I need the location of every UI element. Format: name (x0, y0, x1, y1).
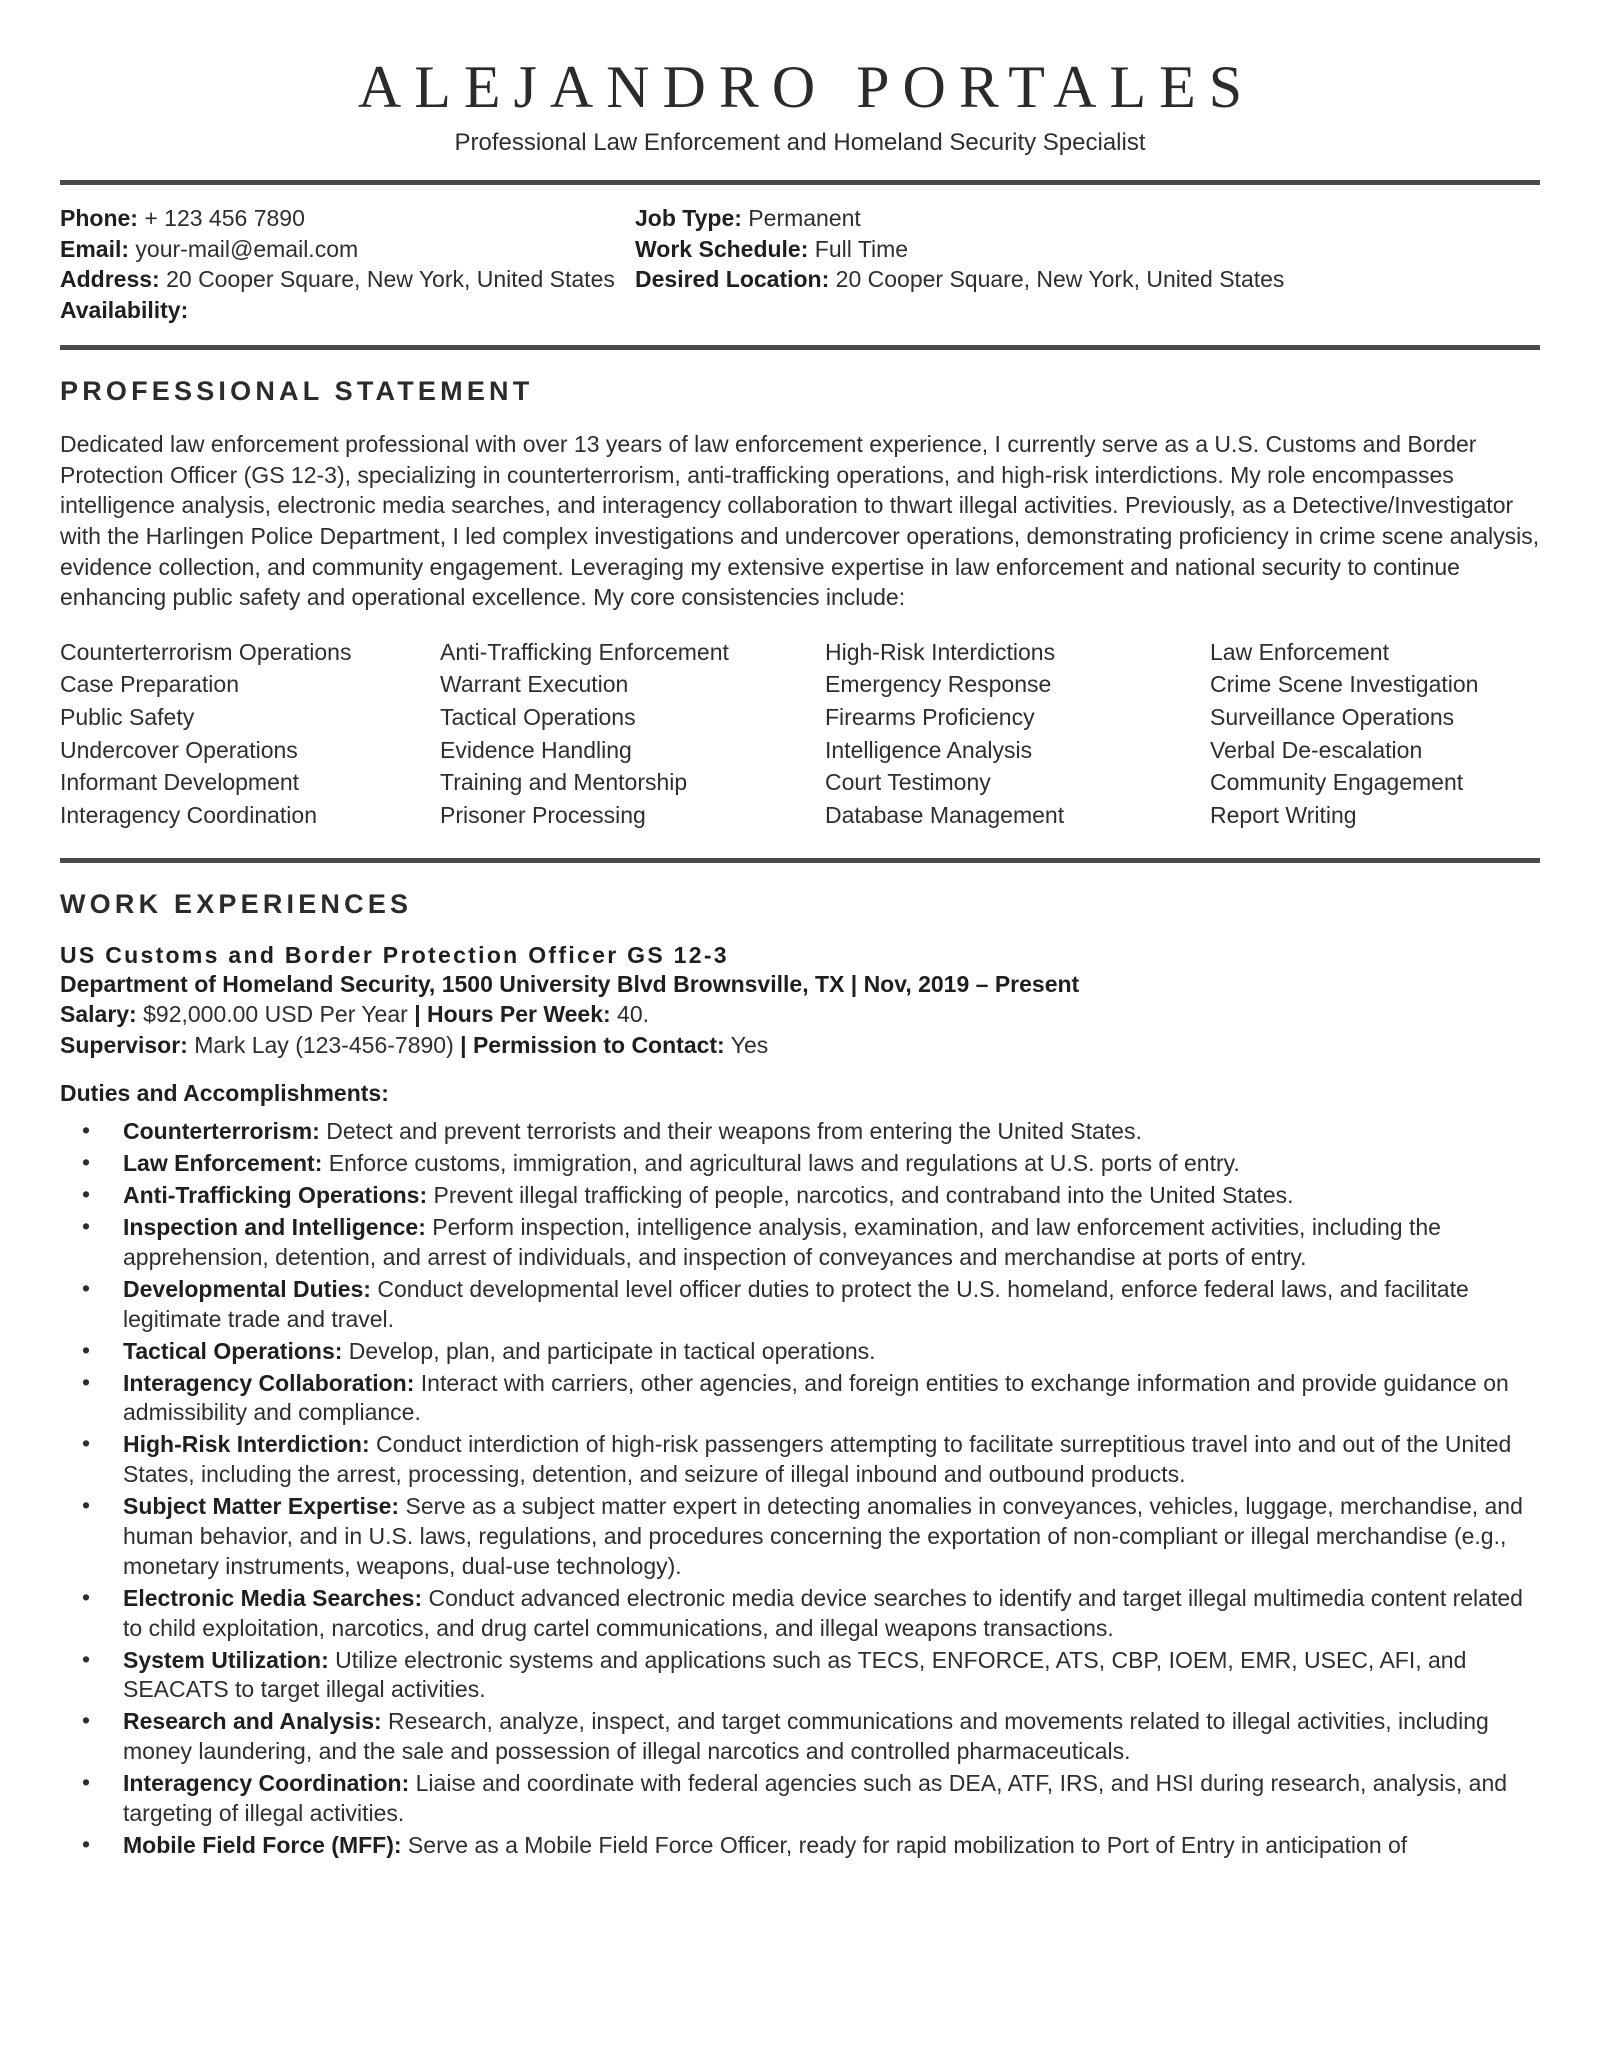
duty-text: Utilize electronic systems and applications such as TECS, ENFORCE, ATS, CBP, IOEM, EMR, USEC, AFI, and SEACATS to target illegal activities. (123, 1646, 1467, 1703)
list-item (60, 1181, 1540, 1211)
duty-lead: Inspection and Intelligence: (123, 1214, 426, 1241)
duty-lead: Anti-Trafficking Operations: (123, 1182, 428, 1209)
duty-lead: Interagency Collaboration: (123, 1369, 415, 1396)
duty-text: Serve as a Mobile Field Force Officer, ready for rapid mobilization to Port of Entry in anticipation of (401, 1831, 1408, 1858)
header-tagline: Professional Law Enforcement and Homeland Security Specialist (454, 128, 1146, 156)
contact-job-type-value: Permanent (741, 204, 861, 231)
contact-phone-label: Phone: (60, 204, 138, 231)
skill-item: Law Enforcement (1210, 638, 1389, 665)
contact-work-schedule (635, 234, 1284, 265)
skill-item: Case Preparation (60, 671, 239, 698)
skill-item: Counterterrorism Operations (60, 638, 352, 665)
skill-item: Emergency Response (825, 671, 1052, 698)
duty-lead: Electronic Media Searches: (123, 1584, 423, 1611)
skill-item: Interagency Coordination (60, 802, 317, 829)
job-title: US Customs and Border Protection Officer GS 12-3 (60, 941, 729, 968)
duty-text: Enforce customs, immigration, and agricultural laws and regulations at U.S. ports of entry. (322, 1150, 1240, 1177)
skill-item: Firearms Proficiency (825, 704, 1035, 731)
list-item (60, 1646, 1540, 1706)
contact-desired-location (635, 264, 1284, 295)
skill-item: Verbal De-escalation (1210, 736, 1423, 763)
duty-lead: Subject Matter Expertise: (123, 1493, 400, 1520)
duty-text: Conduct developmental level officer duties to protect the U.S. homeland, enforce federal laws, and facilitate legitimate trade and travel. (123, 1275, 1469, 1332)
duty-lead: High-Risk Interdiction: (123, 1431, 370, 1458)
list-item (60, 1584, 1540, 1644)
duty-lead: Developmental Duties: (123, 1275, 371, 1302)
contact-email (60, 234, 635, 265)
professional-statement-body: Dedicated law enforcement professional with over 13 years of law enforcement experience, I currently serve as a U.S. Customs and Border Protection Officer (GS 12-3), specializing in counterterrorism, anti-trafficking operations, and high-risk interdictions. My role encompasses intelligence analysis, electronic media searches, and interagency collaboration to thwart illegal activities. Previously, as a Detective/Investigator with the Harlingen Police Department, I led complex investigations and undercover operations, demonstrating proficiency in crime scene analysis, evidence collection, and community engagement. Leveraging my extensive expertise in law enforcement and national security to continue enhancing public safety and operational excellence. My core consistencies include: (60, 431, 1540, 611)
supervisor-label: Supervisor: (60, 1031, 188, 1058)
skill-item: Tactical Operations (440, 704, 636, 731)
section-heading-work-experiences: WORK EXPERIENCES (60, 888, 413, 919)
skill-item: Public Safety (60, 704, 195, 731)
list-item (60, 1337, 1540, 1367)
skill-item: Anti-Trafficking Enforcement (440, 638, 729, 665)
skill-item: Surveillance Operations (1210, 704, 1455, 731)
duty-text: Conduct advanced electronic media device searches to identify and target illegal multimedia content related to child exploitation, narcotics, and drug cartel communications, and illegal weapons transactions. (123, 1584, 1523, 1641)
duty-text: Perform inspection, intelligence analysis, examination, and law enforcement activities, including the apprehension, detention, and arrest of individuals, and inspection of conveyances and merchandise at ports of entry. (123, 1214, 1441, 1270)
duty-text: Serve as a subject matter expert in detecting anomalies in conveyances, vehicles, luggage, merchandise, and human behavior, and in U.S. laws, regulations, and procedures concerning the exportation of non-compliant or illegal merchandise (e.g., monetary instruments, weapons, dual-use technology). (123, 1493, 1523, 1579)
contact-work-schedule-label: Work Schedule: (635, 235, 809, 262)
contact-desired-location-label: Desired Location: (635, 266, 830, 293)
duty-lead: Counterterrorism: (123, 1118, 320, 1145)
skill-item: High-Risk Interdictions (825, 638, 1056, 665)
hours-label: | Hours Per Week: (414, 1001, 611, 1028)
job-supervisor-permission (60, 1030, 1540, 1061)
contact-phone-value: + 123 456 7890 (137, 204, 305, 231)
list-item (60, 1769, 1540, 1829)
contact-desired-location-value: 20 Cooper Square, New York, United States (829, 266, 1285, 293)
contact-address-value: 20 Cooper Square, New York, United States (159, 266, 615, 293)
list-item (60, 1369, 1540, 1429)
duty-text: Detect and prevent terrorists and their weapons from entering the United States. (319, 1118, 1142, 1145)
core-competencies-grid (60, 636, 1540, 832)
section-heading-professional-statement: PROFESSIONAL STATEMENT (60, 376, 534, 407)
skill-item: Intelligence Analysis (825, 736, 1033, 763)
skills-divider (60, 858, 1540, 863)
duty-lead: Tactical Operations: (123, 1337, 343, 1364)
contact-divider (60, 345, 1540, 350)
contact-info (60, 203, 1540, 325)
skill-item: Crime Scene Investigation (1210, 671, 1479, 698)
job-organization: Department of Homeland Security, 1500 University Blvd Brownsville, TX | Nov, 2019 – Present (60, 970, 1080, 997)
contact-column-left (60, 203, 635, 325)
skill-item: Report Writing (1210, 802, 1357, 829)
list-item (60, 1707, 1540, 1767)
contact-job-type (635, 203, 1284, 234)
contact-email-value: your-mail@email.com (129, 235, 359, 262)
duty-lead: System Utilization: (123, 1646, 329, 1673)
duty-text: Liaise and coordinate with federal agencies such as DEA, ATF, IRS, and HSI during research, analysis, and targeting of illegal activities. (123, 1770, 1508, 1827)
salary-value: $92,000.00 USD Per Year (136, 1001, 415, 1028)
contact-phone (60, 203, 635, 234)
permission-value: Yes (724, 1031, 769, 1058)
skill-item: Evidence Handling (440, 736, 632, 763)
header-divider (60, 180, 1540, 185)
duty-lead: Mobile Field Force (MFF): (123, 1831, 402, 1858)
list-item (60, 1430, 1540, 1490)
contact-availability (60, 295, 635, 326)
list-item (60, 1275, 1540, 1335)
skill-item: Training and Mentorship (440, 769, 688, 796)
list-item (60, 1213, 1540, 1273)
skill-item: Warrant Execution (440, 671, 629, 698)
salary-label: Salary: (60, 1001, 137, 1028)
contact-column-right (635, 203, 1284, 325)
duty-text: Develop, plan, and participate in tactical operations. (342, 1337, 876, 1364)
skill-item: Informant Development (60, 769, 300, 796)
contact-address (60, 264, 635, 295)
skill-item: Community Engagement (1210, 769, 1464, 796)
hours-value: 40. (610, 1001, 650, 1028)
list-item (60, 1117, 1540, 1147)
job-salary-hours (60, 999, 1540, 1030)
contact-availability-label: Availability: (60, 296, 189, 323)
duty-lead: Interagency Coordination: (123, 1770, 410, 1797)
supervisor-value: Mark Lay (123-456-7890) (187, 1031, 461, 1058)
duties-heading: Duties and Accomplishments: (60, 1080, 389, 1107)
page-title: ALEJANDRO PORTALES (357, 54, 1256, 120)
duty-text: Research, analyze, inspect, and target communications and movements related to illegal activities, including money laundering, and the sale and possession of illegal narcotics and controlled pharmaceuticals. (123, 1708, 1489, 1765)
contact-address-label: Address: (60, 266, 160, 293)
contact-work-schedule-value: Full Time (808, 235, 909, 262)
list-item (60, 1831, 1540, 1861)
permission-label: | Permission to Contact: (460, 1031, 725, 1058)
duty-lead: Research and Analysis: (123, 1708, 382, 1735)
duty-text: Interact with carriers, other agencies, and foreign entities to exchange information and provide guidance on admissibility and compliance. (123, 1369, 1509, 1426)
skill-item: Prisoner Processing (440, 802, 646, 829)
list-item (60, 1149, 1540, 1179)
list-item (60, 1492, 1540, 1582)
skill-item: Undercover Operations (60, 736, 298, 763)
contact-email-label: Email: (60, 235, 130, 262)
duty-text: Conduct interdiction of high-risk passengers attempting to facilitate surreptitious travel into and out of the United States, including the arrest, processing, detention, and seizure of illegal inbound and outbound products. (123, 1431, 1512, 1488)
duty-text: Prevent illegal trafficking of people, narcotics, and contraband into the United States. (427, 1182, 1294, 1209)
duties-list (60, 1117, 1540, 1860)
skill-item: Court Testimony (825, 769, 991, 796)
contact-job-type-label: Job Type: (635, 204, 742, 231)
duty-lead: Law Enforcement: (123, 1150, 323, 1177)
skill-item: Database Management (825, 802, 1065, 829)
